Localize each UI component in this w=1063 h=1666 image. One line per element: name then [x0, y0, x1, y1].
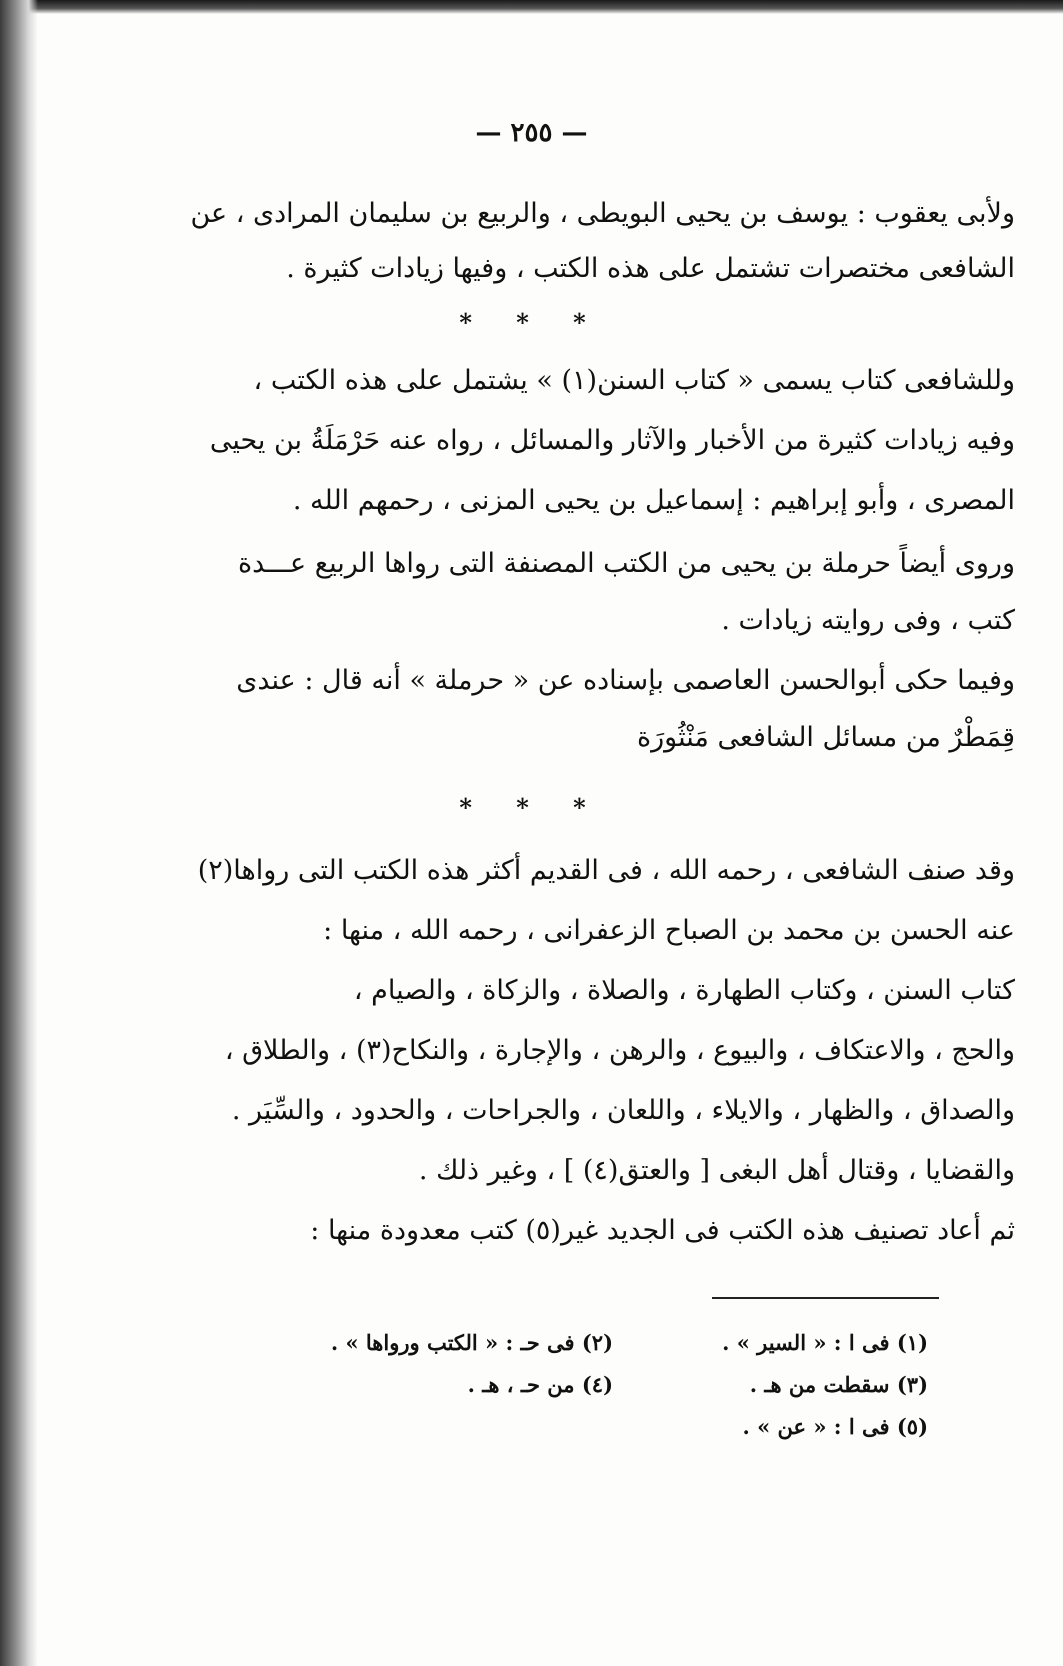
- paragraph-line: ولأبى يعقوب : يوسف بن يحيى البويطى ، والربيع بن سليمان المرادى ، عن: [190, 198, 1015, 229]
- paragraph-line: ثم أعاد تصنيف هذه الكتب فى الجديد غير(٥) كتب معدودة منها :: [310, 1215, 1015, 1246]
- paragraph-line: الشافعى مختصرات تشتمل على هذه الكتب ، وفيها زيادات كثيرة .: [286, 253, 1015, 284]
- scan-binding-shadow: [0, 0, 38, 1666]
- paragraph-line: وللشافعى كتاب يسمى « كتاب السنن(١) » يشتمل على هذه الكتب ،: [253, 365, 1015, 396]
- paragraph-line: والصداق ، والظهار ، والايلاء ، واللعان ، والجراحات ، والحدود ، والسِّيَر .: [231, 1095, 1015, 1126]
- footnote: (٣) سقطت من هـ .: [749, 1372, 928, 1397]
- footnote: (١) فى ا : « السير » .: [722, 1330, 928, 1355]
- footnote: (٥) فى ا : « عن » .: [742, 1414, 928, 1439]
- paragraph-line: قِمَطْرٌ من مسائل الشافعى مَنْثُورَة: [636, 722, 1015, 753]
- paragraph-line: والحج ، والاعتكاف ، والبيوع ، والرهن ، والإجارة ، والنكاح(٣) ، والطلاق ،: [224, 1035, 1015, 1066]
- scan-top-edge: [0, 0, 1063, 14]
- paragraph-line: وقد صنف الشافعى ، رحمه الله ، فى القديم أكثر هذه الكتب التى رواها(٢): [197, 855, 1015, 886]
- paragraph-line: والقضايا ، وقتال أهل البغى [ والعتق(٤) ] ، وغير ذلك .: [418, 1155, 1015, 1186]
- footnote: (٢) فى حـ : « الكتب ورواها » .: [330, 1330, 613, 1355]
- page-number: — ٢٥٥ —: [475, 118, 588, 148]
- footnote: (٤) من حـ ، هـ .: [467, 1372, 613, 1397]
- section-separator: * * *: [459, 308, 604, 337]
- paragraph-line: كتب ، وفى روايته زيادات .: [721, 605, 1015, 636]
- paragraph-line: وفيه زيادات كثيرة من الأخبار والآثار والمسائل ، رواه عنه حَرْمَلَةُ بن يحيى: [209, 425, 1015, 456]
- paragraph-line: وروى أيضاً حرملة بن يحيى من الكتب المصنفة التى رواها الربيع عـــدة: [237, 548, 1015, 579]
- paragraph-line: المصرى ، وأبو إبراهيم : إسماعيل بن يحيى المزنى ، رحمهم الله .: [292, 485, 1015, 516]
- section-separator: * * *: [459, 793, 604, 822]
- paragraph-line: كتاب السنن ، وكتاب الطهارة ، والصلاة ، والزكاة ، والصيام ،: [353, 975, 1015, 1006]
- paragraph-line: عنه الحسن بن محمد بن الصباح الزعفرانى ، رحمه الله ، منها :: [323, 915, 1015, 946]
- paragraph-line: وفيما حكى أبوالحسن العاصمى بإسناده عن « حرملة » أنه قال : عندى: [236, 665, 1015, 696]
- footnote-divider: [712, 1297, 939, 1299]
